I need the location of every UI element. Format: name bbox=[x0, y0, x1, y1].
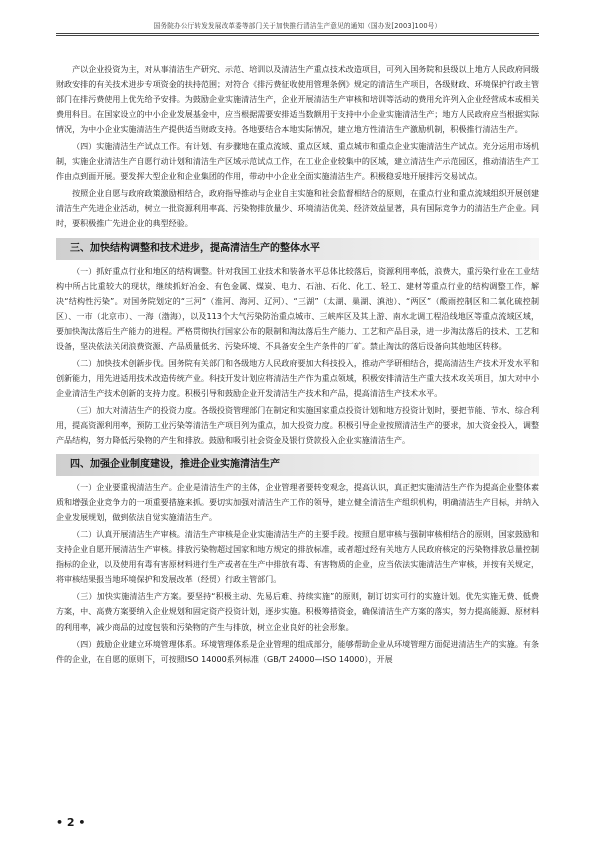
paragraph: （三）加快实施清洁生产方案。要坚持“积极主动、先易后难、持续实施”的原则，制订切实可行的实施计划。优先实施无费、低费方案，中、高费方案要纳入企业规划和固定资产投资计划，逐步实施。积极筹措资金，确保清洁生产方案的落实，努力提高能源、原材料的利用率，减少商品的过度包装和污染物的产生与排放，树立企业良好的社会形象。 bbox=[56, 592, 539, 632]
running-header: 国务院办公厅转发发展改革委等部门关于加快推行清洁生产意见的通知（国办发[2003]100号） bbox=[153, 22, 442, 30]
section-heading: 四、加强企业制度建设，推进企业实施清洁生产 bbox=[56, 454, 539, 476]
paragraph: （二）加快技术创新步伐。国务院有关部门和各级地方人民政府要加大科技投入，推动产学研相结合，提高清洁生产技术开发水平和创新能力，用先进适用技术改造传统产业。科技开发计划应将清洁生产作为重点领域，积极安排清洁生产重大技术攻关项目，加大对中小企业清洁生产技术创新的支持力度。积极引导和鼓励企业开发清洁生产技术和产品，提高清洁生产技术水平。 bbox=[56, 358, 539, 398]
paragraph: （一）企业要重视清洁生产。企业是清洁生产的主体，企业管理者要转变观念，提高认识，真正把实施清洁生产作为提高企业整体素质和增强企业竞争力的一项重要措施来抓。要切实加强对清洁生产工作的领导，建立健全清洁生产组织机构，明确清洁生产目标，并纳入企业发展规划，做到依法自觉实施清洁生产。 bbox=[56, 483, 539, 523]
section-heading: 三、加快结构调整和技术进步，提高清洁生产的整体水平 bbox=[56, 238, 539, 260]
paragraph: （三）加大对清洁生产的投资力度。各级投资管理部门在制定和实施国家重点投资计划和地方投资计划时，要把节能、节水、综合利用，提高资源利用率，预防工业污染等清洁生产项目列为重点，加大投资力度。积极引导企业按照清洁生产的要求，加大资金投入，调整产品结构，努力降低污染物的产生和排放。鼓励和吸引社会资金及银行贷款投入企业实施清洁生产。 bbox=[56, 405, 539, 446]
paragraph: （四）鼓励企业建立环境管理体系。环境管理体系是企业管理的组成部分，能够帮助企业从环境管理方面促进清洁生产的实施。有条件的企业，在自愿的原则下，可按照ISO 14000系列标准（GB/T 24000—ISO 14000），开展 bbox=[56, 639, 539, 664]
paragraph: （一）抓好重点行业和地区的结构调整。针对我国工业技术和装备水平总体比较落后，资源利用率低，浪费大，重污染行业在工业结构中所占比重较大的现状，继续抓好冶金、有色金属、煤炭、电力、石油、石化、化工、轻工、建材等重点行业的结构调整工作，解决“结构性污染”。对国务院划定的“三河”（淮河、海河、辽河）、“三湖”（太湖、巢湖、滇池）、“两区”（酸雨控制区和二氧化硫控制区）、一市（北京市）、一海（渤海），以及113个大气污染防治重点城市、三峡库区及其上游、南水北调工程沿线地区等重点流域区域，要加快淘汰落后生产能力的进程。严格贯彻执行国家公布的限制和淘汰落后生产能力、工艺和产品目录，进一步淘汰落后的技术、工艺和设备，坚决依法关闭浪费资源、产品质量低劣、污染环境、不具备安全生产条件的厂矿。禁止淘汰的落后设备向其他地区转移。 bbox=[56, 266, 539, 351]
paragraph: 按照企业自愿与政府政策激励相结合，政府指导推动与企业自主实施和社会监督相结合的原则，在重点行业和重点流域组织开展创建清洁生产先进企业活动，树立一批资源利用率高、污染物排放量少、环境清洁优美、经济效益显著，具有国际竞争力的清洁生产企业。同时，要积极推广先进企业的典型经验。 bbox=[56, 189, 539, 229]
paragraph: （二）认真开展清洁生产审核。清洁生产审核是企业实施清洁生产的主要手段。按照自愿审核与强制审核相结合的原则，国家鼓励和支持企业自愿开展清洁生产审核。排放污染物超过国家和地方规定的排放标准，或者超过经有关地方人民政府核定的污染物排放总量控制指标的企业，以及使用有毒有害原材料进行生产或者在生产中排放有毒、有害物质的企业，应当依法实施清洁生产审核，并按有关规定，将审核结果报当地环境保护和发展改革（经贸）行政主管部门。 bbox=[56, 530, 539, 585]
paragraph: （四）实施清洁生产试点工作。有计划、有步骤地在重点流域、重点区域、重点城市和重点企业实施清洁生产试点。充分运用市场机制，实施企业清洁生产自愿行动计划和清洁生产区域示范试点工作，在工业企业较集中的区域，建立清洁生产示范园区，推动清洁生产工作由点到面开展。要发挥大型企业和企业集团的作用，带动中小企业全面实施清洁生产。积极稳妥地开展排污交易试点。 bbox=[56, 142, 539, 182]
paragraph: 产以企业投资为主，对从事清洁生产研究、示范、培训以及清洁生产重点技术改造项目，可列入国务院和县级以上地方人民政府同级财政安排的有关技术进步专项资金的扶持范围；对符合《排污费征收使用管理条例》规定的清洁生产项目，各级财政、环境保护行政主管部门在排污费使用上优先给予安排。为鼓励企业实施清洁生产，企业开展清洁生产审核和培训等活动的费用允许列入企业经营成本或相关费用科目。在国家设立的中小企业发展基金中，应当根据需要安排适当数额用于支持中小企业实施清洁生产；地方人民政府应当根据实际情况，为中小企业实施清洁生产提供适当财政支持。各地要结合本地实际情况，建立地方性清洁生产激励机制，积极推行清洁生产。 bbox=[56, 65, 539, 135]
header-rule-thin bbox=[56, 35, 539, 36]
header-rule bbox=[56, 33, 539, 34]
page-number: • 2 • bbox=[56, 816, 86, 829]
document-body bbox=[56, 62, 539, 669]
